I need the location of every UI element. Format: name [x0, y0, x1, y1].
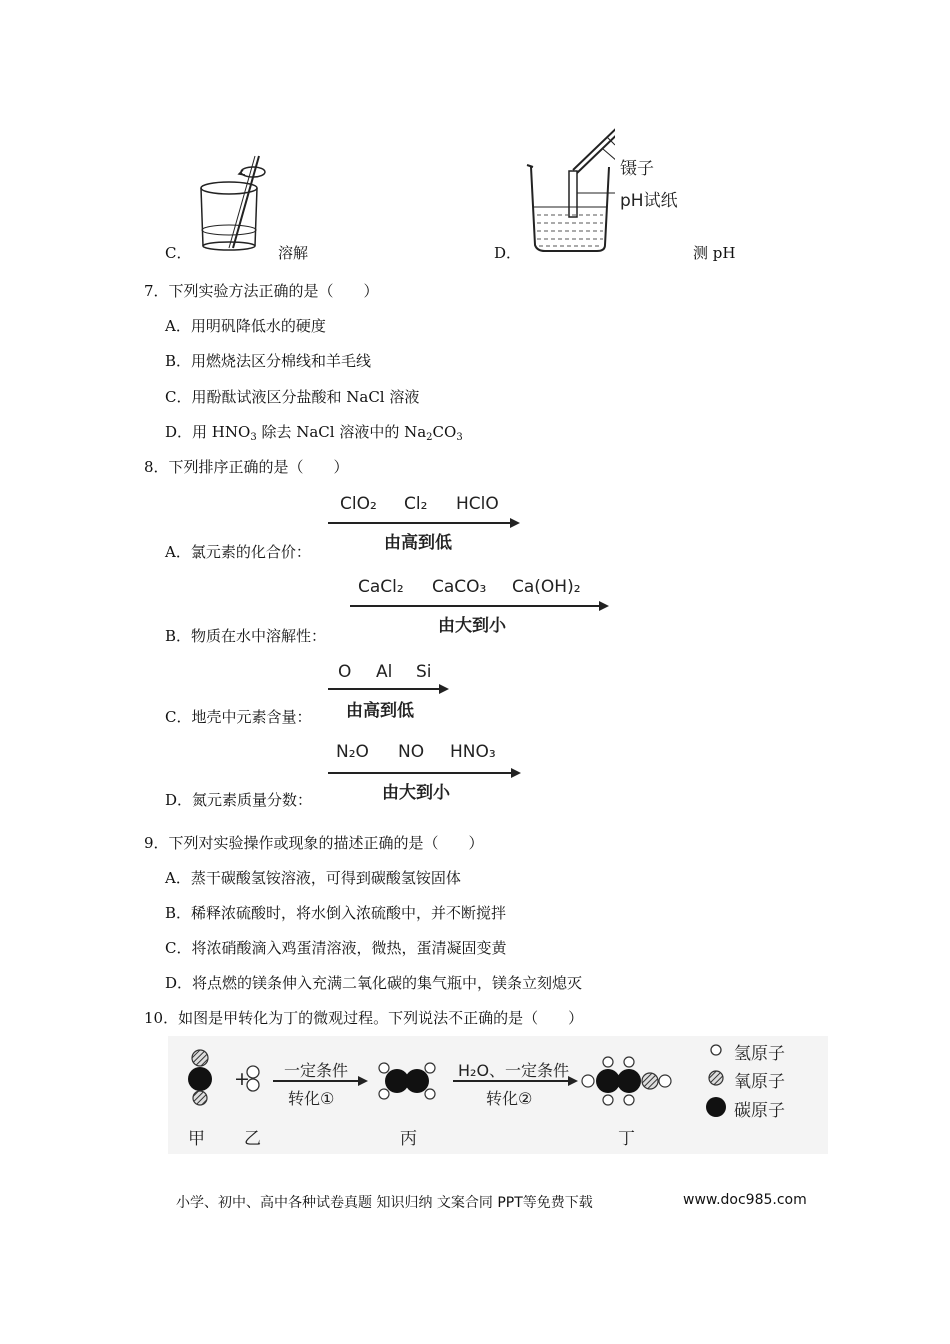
- arrow2-condition: H₂O、一定条件: [458, 1061, 570, 1080]
- dissolve-beaker-figure: [195, 150, 275, 255]
- order-item: CaCO₃: [432, 577, 487, 597]
- legend-hydrogen-symbol: [711, 1045, 721, 1055]
- question-stem: 8．下列排序正确的是（ ）: [144, 458, 349, 476]
- arrow1-condition: 一定条件: [284, 1061, 349, 1080]
- arrow1-step: 转化①: [288, 1089, 335, 1108]
- order-item: NO: [398, 742, 425, 762]
- order-item: Al: [376, 662, 393, 682]
- name-yi: 乙: [244, 1129, 261, 1149]
- order-direction: 由大到小: [438, 616, 506, 636]
- option-c: C．将浓硝酸滴入鸡蛋清溶液，微热，蛋清凝固变黄: [165, 939, 507, 957]
- option-a: A．蒸干碳酸氢铵溶液，可得到碳酸氢铵固体: [165, 869, 461, 887]
- arrow2-step: 转化②: [486, 1089, 533, 1108]
- name-jia: 甲: [188, 1129, 205, 1149]
- ph-test-beaker-figure: [525, 115, 615, 257]
- question-stem: 7．下列实验方法正确的是（ ）: [144, 282, 379, 300]
- legend-hydrogen: 氢原子: [734, 1044, 785, 1064]
- name-bing: 丙: [400, 1129, 417, 1149]
- option-b: B．稀释浓硫酸时，将水倒入浓硫酸中，并不断搅拌: [165, 904, 507, 922]
- legend-oxygen-symbol: [709, 1071, 723, 1085]
- option-a: A．用明矾降低水的硬度: [165, 317, 326, 335]
- name-ding: 丁: [618, 1129, 635, 1149]
- order-item: Ca(OH)₂: [512, 577, 581, 597]
- order-direction: 由大到小: [382, 783, 450, 803]
- order-item: Cl₂: [404, 494, 428, 514]
- legend-carbon-symbol: [706, 1097, 726, 1117]
- option-d: D．用 $HNO_3$ 除去 NaCl 溶液中的 $Na_2CO_3$: [165, 423, 463, 443]
- molecule-ding: [582, 1057, 671, 1105]
- option-caption: 测 pH: [693, 244, 736, 262]
- footer-text: 小学、初中、高中各种试卷真题 知识归纳 文案合同 PPT等免费下载: [176, 1195, 593, 1211]
- order-direction: 由高到低: [346, 701, 414, 721]
- footer-url[interactable]: www.doc985.com: [683, 1192, 807, 1208]
- ph-paper-label: pH试纸: [620, 191, 678, 211]
- order-item: Si: [416, 662, 432, 682]
- order-direction: 由高到低: [384, 533, 452, 553]
- option-b-label: B．物质在水中溶解性：: [165, 627, 327, 645]
- question-stem: 10．如图是甲转化为丁的微观过程。下列说法不正确的是（ ）: [144, 1009, 584, 1027]
- order-item: HNO₃: [450, 742, 496, 762]
- tweezers-label: 镊子: [620, 159, 654, 179]
- option-c-label: C．地壳中元素含量：: [165, 708, 312, 726]
- option-d: D．将点燃的镁条伸入充满二氧化碳的集气瓶中，镁条立刻熄灭: [165, 974, 583, 992]
- option-a-label: A．氯元素的化合价：: [165, 543, 311, 561]
- molecule-jia: [188, 1050, 212, 1105]
- legend-carbon: 碳原子: [734, 1101, 785, 1121]
- option-caption: 溶解: [278, 244, 309, 262]
- reaction-diagram: [168, 1036, 828, 1154]
- option-b-order-arrow: [350, 577, 612, 637]
- option-a-order-arrow: [328, 494, 523, 554]
- option-c: C．用酚酞试液区分盐酸和 NaCl 溶液: [165, 388, 420, 406]
- order-item: O: [338, 662, 352, 682]
- option-letter: D．: [494, 244, 522, 262]
- legend-oxygen: 氧原子: [734, 1072, 785, 1092]
- question-stem: 9．下列对实验操作或现象的描述正确的是（ ）: [144, 834, 484, 852]
- plus-sign: +: [234, 1068, 250, 1090]
- option-d-label: D．氮元素质量分数：: [165, 791, 313, 809]
- molecule-bing: [379, 1063, 435, 1099]
- option-d-order-arrow: [328, 742, 524, 802]
- order-item: ClO₂: [340, 494, 377, 514]
- option-c-order-arrow: [328, 662, 450, 722]
- order-item: CaCl₂: [358, 577, 404, 597]
- option-b: B．用燃烧法区分棉线和羊毛线: [165, 352, 372, 370]
- order-item: HClO: [456, 494, 499, 514]
- order-item: N₂O: [336, 742, 369, 762]
- option-letter: C．: [165, 244, 192, 262]
